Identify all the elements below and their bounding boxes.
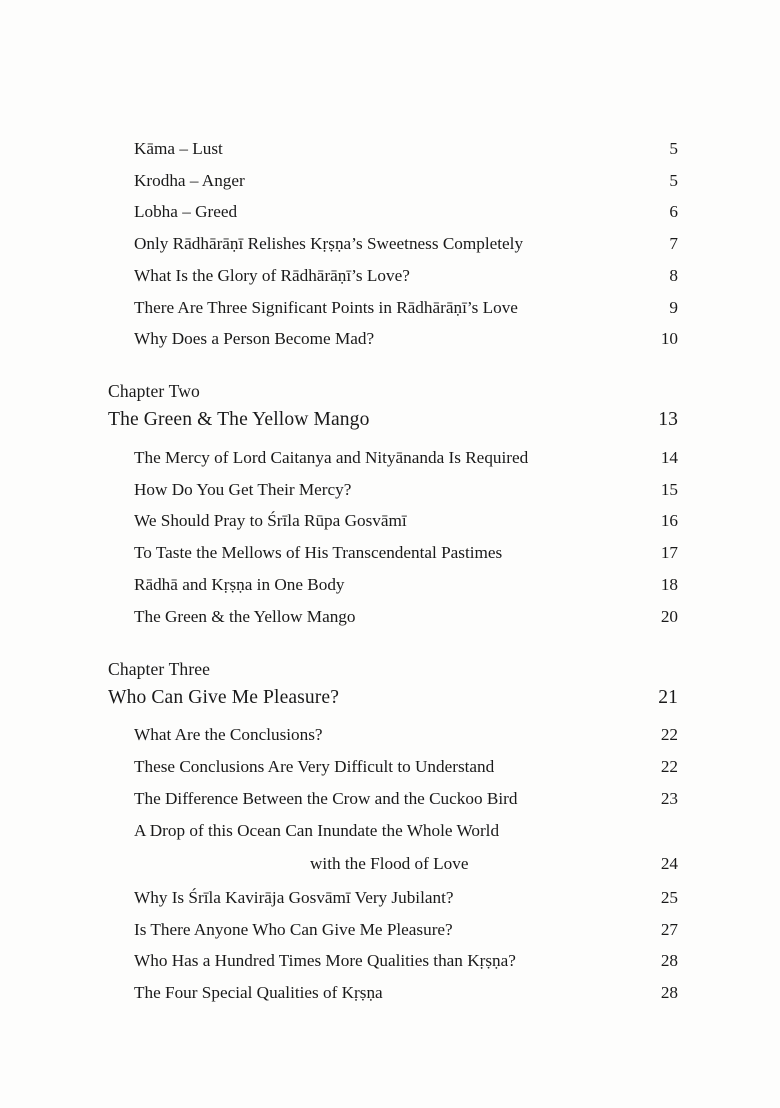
toc-entry: [108, 984, 678, 1001]
toc-entry: [108, 544, 678, 561]
toc-entry: [108, 203, 678, 220]
toc-entry-page: 20: [660, 606, 678, 626]
toc-entry: [108, 299, 678, 316]
toc-entry-title: There Are Three Significant Points in Rādhārāṇī’s Love: [134, 297, 518, 317]
toc-entry-page: 10: [660, 329, 678, 349]
toc-entry-title: The Green & the Yellow Mango: [134, 606, 356, 626]
toc-entry: [108, 790, 678, 807]
chapter-page: 21: [658, 686, 678, 708]
toc-entry: [108, 608, 678, 625]
chapter-page: 13: [658, 409, 678, 431]
toc-entry-page: 14: [660, 448, 678, 468]
toc-entry-page: 28: [660, 951, 678, 971]
toc-entry-title: Rādhā and Kṛṣṇa in One Body: [134, 574, 345, 594]
toc-entry-title: Why Is Śrīla Kavirāja Gosvāmī Very Jubilant?: [134, 887, 454, 907]
toc-entry-page: 22: [660, 757, 678, 777]
toc-entry-page: 9: [669, 297, 678, 317]
toc-entry: [108, 172, 678, 189]
toc-entry: [108, 449, 678, 466]
toc-entry-page: 5: [669, 170, 678, 190]
toc-entry-page: 24: [660, 854, 678, 874]
toc-entry-title: Who Has a Hundred Times More Qualities than Kṛṣṇa?: [134, 951, 516, 971]
chapter-label: Chapter Two: [108, 381, 200, 402]
toc-entry-title: Lobha – Greed: [134, 202, 238, 222]
toc-entry-title: Kāma – Lust: [134, 139, 223, 158]
toc-entry: [108, 512, 678, 529]
chapter-two-entries: [108, 449, 678, 625]
chapter-title-row: [108, 410, 678, 430]
toc-chapter-three: [108, 659, 678, 1002]
toc-group-continued: [108, 140, 678, 347]
toc-entry-title: What Are the Conclusions?: [134, 725, 323, 745]
toc-entry-title: The Difference Between the Crow and the Cuckoo Bird: [134, 788, 518, 808]
toc-entry-title: Why Does a Person Become Mad?: [134, 329, 375, 349]
toc-entry-page: 22: [660, 725, 678, 745]
toc-entry: [108, 140, 678, 157]
toc-entry-page: 27: [660, 919, 678, 939]
toc-entry-title: Krodha – Anger: [134, 170, 245, 190]
toc-entry-page: 28: [660, 983, 678, 1003]
toc-entry-page: 6: [669, 202, 678, 222]
toc-entry: [108, 576, 678, 593]
toc-entry-page: 17: [660, 543, 678, 563]
toc-entry-title: The Four Special Qualities of Kṛṣṇa: [134, 983, 383, 1003]
toc-entry-page: 7: [669, 234, 678, 254]
toc-entry-title: What Is the Glory of Rādhārāṇī’s Love?: [134, 265, 410, 285]
chapter-title-row: [108, 688, 678, 708]
toc-entry-continuation: with the Flood of Love: [310, 854, 469, 874]
toc-entry-page: 18: [660, 574, 678, 594]
toc-entry: [108, 726, 678, 743]
toc-entry: [108, 758, 678, 775]
toc-entry-title: The Mercy of Lord Caitanya and Nityānanda Is Required: [134, 448, 529, 468]
toc-entry-page: 15: [660, 479, 678, 499]
table-of-contents: [108, 140, 678, 1001]
toc-entry: [108, 481, 678, 498]
toc-entry-page: 25: [660, 887, 678, 907]
toc-entry: [108, 921, 678, 938]
toc-entry: [108, 235, 678, 252]
toc-entry-title: How Do You Get Their Mercy?: [134, 479, 352, 499]
toc-entry-continuation-row: [108, 854, 678, 874]
toc-entry: [108, 267, 678, 284]
toc-entry-title: We Should Pray to Śrīla Rūpa Gosvāmī: [134, 511, 407, 531]
toc-chapter-two: [108, 381, 678, 624]
toc-entry: [108, 952, 678, 969]
toc-entry: [108, 889, 678, 906]
toc-entry: [108, 330, 678, 347]
toc-entry-page: 23: [660, 788, 678, 808]
chapter-title: The Green & The Yellow Mango: [108, 409, 370, 431]
toc-entry-title: Only Rādhārāṇī Relishes Kṛṣṇa’s Sweetness Completely: [134, 234, 524, 254]
toc-entry-page: 8: [669, 265, 678, 285]
toc-entry-title: These Conclusions Are Very Difficult to Understand: [134, 757, 495, 777]
toc-entry-title: Is There Anyone Who Can Give Me Pleasure?: [134, 919, 453, 939]
chapter-three-entries: [108, 726, 678, 1001]
toc-entry-title: A Drop of this Ocean Can Inundate the Whole World: [134, 821, 500, 841]
toc-entry-title: To Taste the Mellows of His Transcendental Pastimes: [134, 543, 503, 563]
chapter-title: Who Can Give Me Pleasure?: [108, 686, 340, 708]
toc-entry-page: 5: [669, 139, 678, 158]
toc-entry-page: 16: [660, 511, 678, 531]
chapter-label: Chapter Three: [108, 658, 211, 679]
